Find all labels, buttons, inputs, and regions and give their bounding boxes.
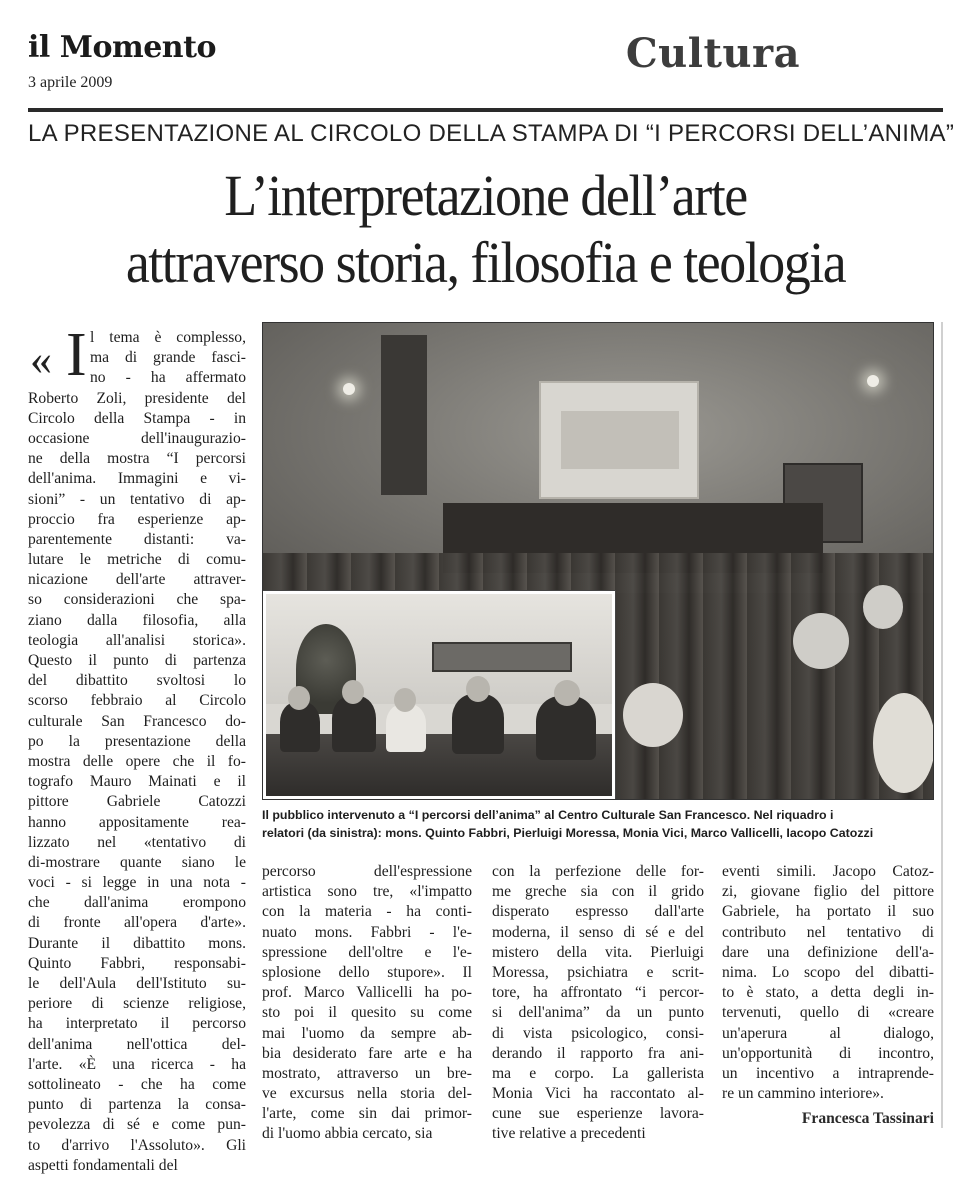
article-text-line: Durante il dibattito mons. <box>28 934 246 952</box>
article-text-line: Quinto Fabbri, responsabi- <box>28 954 246 972</box>
newspaper-name: il Momento <box>28 30 216 65</box>
article-text-line: dare una definizione dell'a- <box>722 943 934 961</box>
article-text-line: pevolezza di sé e come pun- <box>28 1116 246 1134</box>
article-text-line: ziano dalla filosofia, alla <box>28 611 246 629</box>
inset-speaker <box>332 696 376 752</box>
article-text-line: con la materia - ha conti- <box>262 903 472 921</box>
speakers-inset-photo <box>263 591 615 799</box>
article-text-line: un'opportunità di incontro, <box>722 1044 934 1062</box>
article-text-line: to d'arrivo l'Assoluto». Gli <box>28 1136 246 1154</box>
article-text-line: proccio fra esperienze ap- <box>28 510 246 528</box>
article-text-line: teologia all'analisi storica». <box>28 631 246 649</box>
article-text-line: to è stato, a detta degli in- <box>722 984 934 1002</box>
article-text-line: tore, ha affrontato “i percor- <box>492 984 704 1002</box>
article-text-line: ne della mostra “I percorsi <box>28 450 246 468</box>
article-text-line: del dibattito svoltosi lo <box>28 672 246 690</box>
article-text-line: ma e corpo. La gallerista <box>492 1064 704 1082</box>
article-text-line: mostrato, attraverso un bre- <box>262 1064 472 1082</box>
article-text-line: l tema è complesso, <box>90 329 246 346</box>
inset-speaker <box>452 694 504 754</box>
article-text-line: punto di partenza la consa- <box>28 1096 246 1114</box>
article-text-line: lizzato nel «tentativo di <box>28 833 246 851</box>
article-text-line: nima. Lo scopo del dibatti- <box>722 963 934 981</box>
article-text-line: le dell'Aula dell'Istituto su- <box>28 975 246 992</box>
section-title: Cultura <box>625 30 800 77</box>
article-kicker: LA PRESENTAZIONE AL CIRCOLO DELLA STAMPA DI “I PERCORSI DELL’ANIMA” <box>28 120 955 147</box>
article-text-line: eventi simili. Jacopo Catoz- <box>722 863 934 880</box>
article-text-line: percorso dell'espressione <box>262 863 472 880</box>
article-text-line: dell'anima. Immagini e vi- <box>28 470 246 488</box>
article-text-line: l'arte, come sin dai primor- <box>262 1105 472 1123</box>
issue-date: 3 aprile 2009 <box>28 74 113 91</box>
article-text-line: mistero della vita. Pierluigi <box>492 943 704 961</box>
article-text-line: hanno appositamente rea- <box>28 813 246 831</box>
author-byline: Francesca Tassinari <box>801 1110 934 1127</box>
article-text-line: cune sue esperienze lavora- <box>492 1105 704 1123</box>
article-column-2 <box>262 862 472 1145</box>
article-text-line: con la perfezione delle for- <box>492 863 704 880</box>
article-text-line: ha interpretato il percorso <box>28 1015 246 1033</box>
headline-line-1: L’interpretazione dell’arte <box>224 163 747 228</box>
article-column-1 <box>28 328 246 1176</box>
photo-caption <box>262 806 934 842</box>
article-text-line: parentemente distanti: va- <box>28 530 246 548</box>
photo-audience-head <box>623 683 683 747</box>
article-text-line: dell'anima nell'ottica del- <box>28 1035 246 1053</box>
article-text-line: nicazione dell'arte attraver- <box>28 571 246 589</box>
photo-wall-lamp <box>343 383 355 395</box>
photo-projection-screen <box>539 381 699 499</box>
article-text-line: moderna, il senso di sé e del <box>492 923 704 941</box>
article-headline <box>60 162 911 296</box>
article-text-line: zi, giovane figlio del pittore <box>722 883 934 901</box>
inset-speaker-face <box>288 686 310 710</box>
inset-speaker-face <box>554 680 580 706</box>
article-text-line: di vista psicologico, consi- <box>492 1024 704 1042</box>
headline-line-2: attraverso storia, filosofia e teologia <box>125 230 846 295</box>
photo-caption-line-1: Il pubblico intervenuto a “I percorsi dell’anima” al Centro Culturale San Francesco. Nel riquadro i <box>262 808 834 822</box>
article-text-line: po la presentazione della <box>28 732 246 750</box>
article-text-line: un'aperura al dialogo, <box>722 1024 934 1042</box>
article-text-line: Roberto Zoli, presidente del <box>28 389 246 407</box>
article-column-3 <box>492 862 704 1145</box>
article-text-line: disperato espresso dall'arte <box>492 903 704 921</box>
article-text-line: Monia Vici ha raccontato al- <box>492 1085 704 1103</box>
header-rule <box>28 108 943 112</box>
article-text-line: nuato mons. Fabbri - l'e- <box>262 923 472 941</box>
article-text-line: derando il rapporto fra ani- <box>492 1044 704 1062</box>
article-text-line: re un cammino interiore». <box>722 1085 884 1103</box>
article-text-line: mai l'uomo da sempre ab- <box>262 1024 472 1042</box>
article-text-line: culturale San Francesco do- <box>28 712 246 730</box>
article-text-line: che dall'anima erompono <box>28 894 246 912</box>
article-text-line: contributo nel tentativo di <box>722 923 934 941</box>
drop-cap-letter: I <box>66 321 87 389</box>
article-text-line: sioni” - un tentativo di ap- <box>28 490 246 508</box>
article-text-line: si dell'anima” da un punto <box>492 1004 704 1022</box>
photo-window <box>381 335 427 495</box>
article-text-line: voci - si legge in una nota - <box>28 874 246 892</box>
article-text-line: Questo il punto di partenza <box>28 652 246 669</box>
article-column-4 <box>722 862 934 1104</box>
article-text-line: aspetti fondamentali del <box>28 1156 178 1174</box>
opening-quote-mark: « <box>30 335 52 384</box>
article-text-line: lutare le metriche di comu- <box>28 551 246 569</box>
article-text-line: di-mostrare quante siano le <box>28 853 246 871</box>
article-text-line: pittore Gabriele Catozzi <box>28 793 246 811</box>
article-text-line: mostra delle opere che il fo- <box>28 752 246 770</box>
photo-audience-head <box>863 585 903 629</box>
inset-speaker-face <box>342 680 364 704</box>
article-text-line: bia desiderato fare arte e ha <box>262 1044 472 1062</box>
inset-painting <box>432 642 572 672</box>
article-text-line: Circolo della Stampa - in <box>28 409 246 427</box>
column-edge-rule <box>941 322 943 1128</box>
article-text-line: periore di scienze religiose, <box>28 995 246 1013</box>
article-text-line: ma di grande fasci- <box>90 349 246 367</box>
photo-caption-line-2: relatori (da sinistra): mons. Quinto Fabbri, Pierluigi Moressa, Monia Vici, Marco Vallicelli, Iacopo Catozzi <box>262 826 874 840</box>
article-text-line: di l'uomo abbia cercato, sia <box>262 1125 433 1143</box>
article-text-line: me greche sia con il grido <box>492 883 704 901</box>
article-text-line: prof. Marco Vallicelli ha po- <box>262 984 472 1002</box>
inset-speaker-face <box>394 688 416 712</box>
inset-speaker-face <box>466 676 490 702</box>
article-text-line: un incentivo a intraprende- <box>722 1064 934 1082</box>
article-text-line: sto poi il quesito su come <box>262 1004 472 1022</box>
article-text-line: tive relative a precedenti <box>492 1125 646 1143</box>
article-text-line: artistica sono tre, «l'impatto <box>262 883 472 901</box>
article-text-line: ve excursus nella storia del- <box>262 1085 472 1103</box>
article-text-line: Moressa, psichiatra e scrit- <box>492 963 704 981</box>
photo-audience-head <box>793 613 849 669</box>
article-text-line: sottolineato - che ha come <box>28 1075 246 1093</box>
article-text-line: di fronte all'opera d'arte». <box>28 914 246 932</box>
article-text-line: splosione dello stupore». Il <box>262 963 472 981</box>
article-text-line: scorso febbraio al Circolo <box>28 692 246 710</box>
event-photo <box>262 322 934 800</box>
article-text-line: so considerazioni che spa- <box>28 591 246 609</box>
article-text-line: no - ha affermato <box>90 369 246 387</box>
photo-audience-head <box>873 693 934 793</box>
article-text-line: tervenuti, quello di «creare <box>722 1004 934 1022</box>
article-text-line: Gabriele, ha portato il suo <box>722 903 934 921</box>
photo-wall-lamp <box>867 375 879 387</box>
article-text-line: occasione dell'inaugurazio- <box>28 429 246 447</box>
article-text-line: spressione dell'oltre e l'e- <box>262 943 472 961</box>
article-text-line: l'arte. «È una ricerca - ha <box>28 1055 246 1073</box>
article-text-line: tografo Mauro Mainati e il <box>28 773 246 791</box>
